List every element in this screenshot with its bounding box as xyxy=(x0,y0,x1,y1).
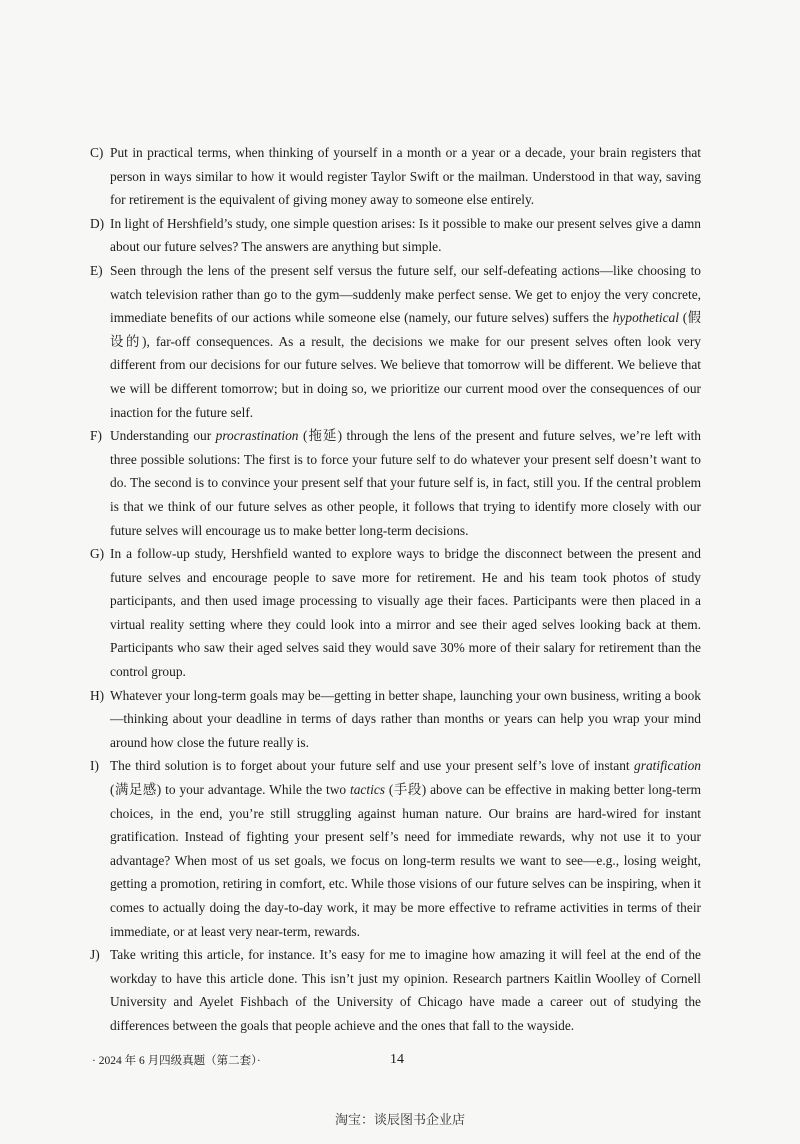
paragraph-g xyxy=(90,542,701,684)
paragraph-label: H) xyxy=(90,687,105,703)
italic-term: procrastination xyxy=(215,428,299,444)
paragraph-d xyxy=(90,212,701,259)
paragraph-text: In light of Hershfield’s study, one simple question arises: Is it possible to make our present selves give a damn about our future selves? The answers are anything but simple. xyxy=(110,215,701,255)
paragraph-text: (手段) above can be effective in making better long-term choices, in the end, you’re still struggling against human nature. Our brains are hard-wired for instant gratification. Instead of fighting your present self’s need for immediate rewards, why not use it to your advantage? When most of us set goals, we focus on long-term results we want to see—e.g., losing weight, getting a promotion, retiring in comfort, etc. While those visions of our future selves can be inspiring, when it comes to actually doing the day-to-day work, it may be more effective to reframe activities in terms of their immediate, or at least very near-term, rewards. xyxy=(110,782,701,939)
paragraph-label: F) xyxy=(90,428,102,444)
paragraph-label: G) xyxy=(90,546,105,562)
paragraph-text: (满足感) to your advantage. While the two xyxy=(110,782,351,798)
paragraph-f xyxy=(90,424,701,542)
page-number: 14 xyxy=(390,1051,404,1067)
paragraph-e xyxy=(90,259,701,424)
footer xyxy=(0,1050,800,1072)
paragraph-text: The third solution is to forget about your future self and use your present self’s love of instant xyxy=(110,758,635,774)
shop-watermark: 淘宝：谈辰图书企业店 xyxy=(335,1112,466,1128)
paragraph-label: C) xyxy=(90,145,104,160)
paragraph-label: J) xyxy=(90,947,100,963)
paragraph-text: (假设的), far-off consequences. As a result, the decisions we make for our present selves often look very different from our decisions for our future selves. We believe that tomorrow will be different. We believe that we will be different tomorrow; but in doing so, we prioritize our current mood over the consequences of our inaction for the future self. xyxy=(110,310,701,420)
paragraph-text: Understanding our xyxy=(110,428,216,444)
paragraph-text: (拖延) through the lens of the present and future selves, we’re left with three possible solutions: The first is to force your future self to do whatever your present self doesn’t want to do. The second is to convince your present self that your future self is, in fact, still you. If the central problem is that we think of our future selves as other people, it follows that trying to identify more closely with our future selves will encourage us to make better long-term decisions. xyxy=(110,428,701,538)
exam-footer: · 2024 年 6 月四级真题（第二套）· xyxy=(92,1054,261,1067)
italic-term: hypothetical xyxy=(612,310,679,326)
paragraph-i xyxy=(90,754,701,943)
paragraph-text: Take writing this article, for instance. It’s easy for me to imagine how amazing it will feel at the end of the workday to have this article done. This isn’t just my opinion. Research partners Kaitlin Woolley of Cornell University and Ayelet Fishbach of the University of Chicago have made a career out of studying the differences between the goals that people achieve and the ones that fall to the wayside. xyxy=(110,947,701,1033)
paragraph-c xyxy=(90,141,701,212)
passage-body xyxy=(90,141,701,1038)
italic-term: tactics xyxy=(350,782,385,798)
paragraph-label: D) xyxy=(90,215,105,231)
paragraph-h xyxy=(90,684,701,755)
paragraph-text: Seen through the lens of the present self versus the future self, our self-defeating actions—like choosing to watch television rather than go to the gym—suddenly make perfect sense. We get to enjoy the very concrete, immediate benefits of our actions while someone else (namely, our future selves) suffers the xyxy=(110,262,701,326)
paragraph-j xyxy=(90,943,701,1037)
paragraph-label: E) xyxy=(90,262,103,278)
italic-term: gratification xyxy=(634,758,701,774)
paragraph-text: In a follow-up study, Hershfield wanted to explore ways to bridge the disconnect between the present and future selves and encourage people to save more for retirement. He and his team took photos of study participants, and then used image processing to visually age their faces. Participants were then placed in a virtual reality setting where they could look into a mirror and see their aged selves looking back at them. Participants who saw their aged selves said they would save 30% more of their salary for retirement than the control group. xyxy=(110,546,701,680)
paragraph-text: Put in practical terms, when thinking of yourself in a month or a year or a decade, your brain registers that person in ways similar to how it would register Taylor Swift or the mailman. Understood in that way, saving for retirement is the equivalent of giving money away to someone else entirely. xyxy=(110,145,701,208)
paragraph-label: I) xyxy=(90,758,99,774)
paragraph-text: Whatever your long-term goals may be—getting in better shape, launching your own business, writing a book—thinking about your deadline in terms of days rather than months or years can help you wrap your mind around how close the future really is. xyxy=(110,687,701,750)
